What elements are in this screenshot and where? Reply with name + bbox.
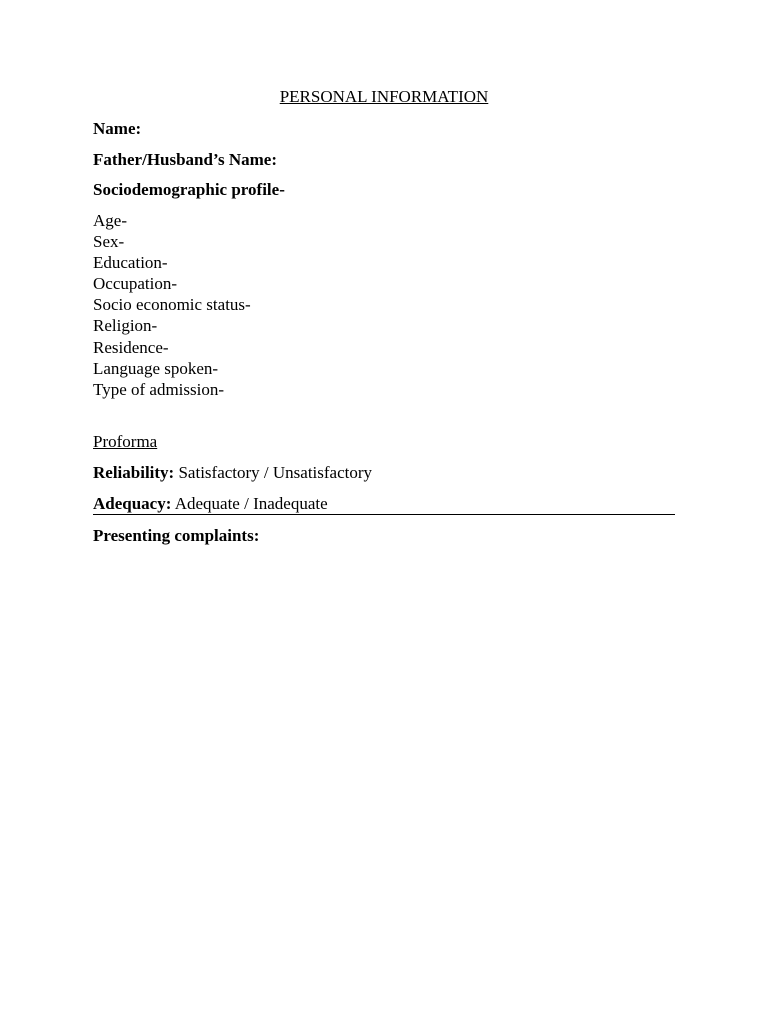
profile-item-residence: Residence- (93, 337, 169, 357)
proforma-heading: Proforma (93, 432, 158, 451)
name-label: Name: (93, 119, 142, 138)
adequacy-row (93, 494, 328, 514)
reliability-value: Satisfactory / Unsatisfactory (174, 463, 373, 482)
profile-item-sex: Sex- (93, 232, 125, 252)
adequacy-value: Adequate / Inadequate (171, 494, 328, 513)
profile-item-age: Age- (93, 211, 127, 230)
profile-item-education: Education- (93, 253, 168, 273)
guardian-name-label: Father/Husband’s Name: (93, 150, 278, 169)
reliability-row (93, 463, 372, 483)
profile-item-occupation: Occupation- (93, 274, 178, 294)
profile-item-type-of-admission: Type of admission- (93, 379, 225, 399)
horizontal-divider (93, 514, 675, 515)
page-title: PERSONAL INFORMATION (279, 87, 489, 106)
profile-item-religion: Religion- (93, 316, 158, 336)
presenting-complaints-label: Presenting complaints: (93, 526, 260, 545)
profile-item-socio-economic-status: Socio economic status- (93, 295, 251, 315)
sociodemographic-heading: Sociodemographic profile- (93, 180, 285, 199)
reliability-label: Reliability: (93, 463, 175, 482)
profile-item-language-spoken: Language spoken- (93, 358, 219, 378)
sociodemographic-list (93, 210, 251, 400)
adequacy-label: Adequacy: (93, 494, 172, 513)
